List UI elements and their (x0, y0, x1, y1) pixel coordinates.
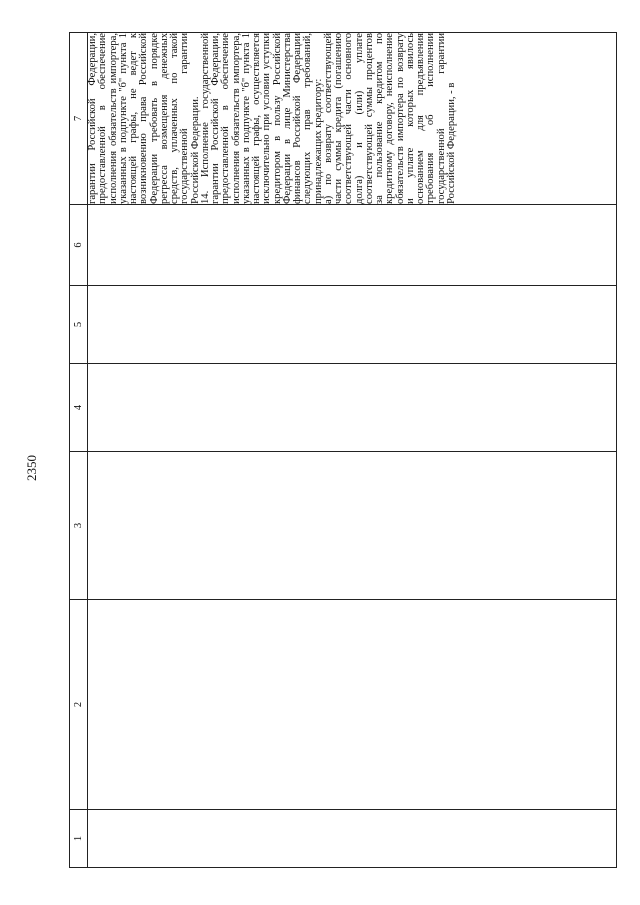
column-7-paragraph-14: 14. Исполнение государственной гарантии Российской Федерации, предоставленной в обеспечение исполнения обязательств импортера, указанных в подпункте "б" пункта 1 настоящей графы, осуществляется исключительно при условии уступки кредитором в пользу Российской Федерации в лице Министерства финансов Российской Федерации следующих прав требований, принадлежащих кредитору: (199, 33, 324, 204)
column-3-cell (88, 452, 617, 600)
column-4-cell (88, 364, 617, 452)
page-number: 2350 (24, 455, 39, 481)
column-7-cell (88, 33, 617, 205)
column-number-2: 2 (70, 600, 88, 810)
column-number-5: 5 (70, 286, 88, 364)
column-5-cell (88, 286, 617, 364)
column-7-paragraph-guarantee-continuation: гарантии Российской Федерации, предоставленной в обеспечение исполнения обязательств импортера, указанных в подпункте "б" пункта 1 настоящей графы, не ведет к возникновению права Российской Федерации требовать в порядке регресса возмещения денежных средств, уплаченных по такой государственной гарантии Российской Федерации. (87, 33, 201, 204)
column-number-row (70, 33, 88, 868)
content-row (88, 33, 617, 868)
column-number-1: 1 (70, 810, 88, 868)
column-number-7: 7 (70, 33, 88, 205)
column-number-3: 3 (70, 452, 88, 600)
document-table (69, 32, 617, 868)
column-number-4: 4 (70, 364, 88, 452)
column-6-cell (88, 205, 617, 286)
rotated-page-content (69, 33, 617, 868)
column-number-6: 6 (70, 205, 88, 286)
column-1-cell (88, 810, 617, 868)
column-2-cell (88, 600, 617, 810)
column-7-paragraph-14a: а) по возврату соответствующей части суммы кредита (погашению соответствующей части основного долга) и (или) уплате соответствующей суммы процентов за пользование кредитом по кредитному договору, неисполнение обязательств импортера по возврату и уплате которых явилось основанием для предъявления требования об исполнении государственной гарантии Российской Федерации, - в (322, 33, 457, 204)
